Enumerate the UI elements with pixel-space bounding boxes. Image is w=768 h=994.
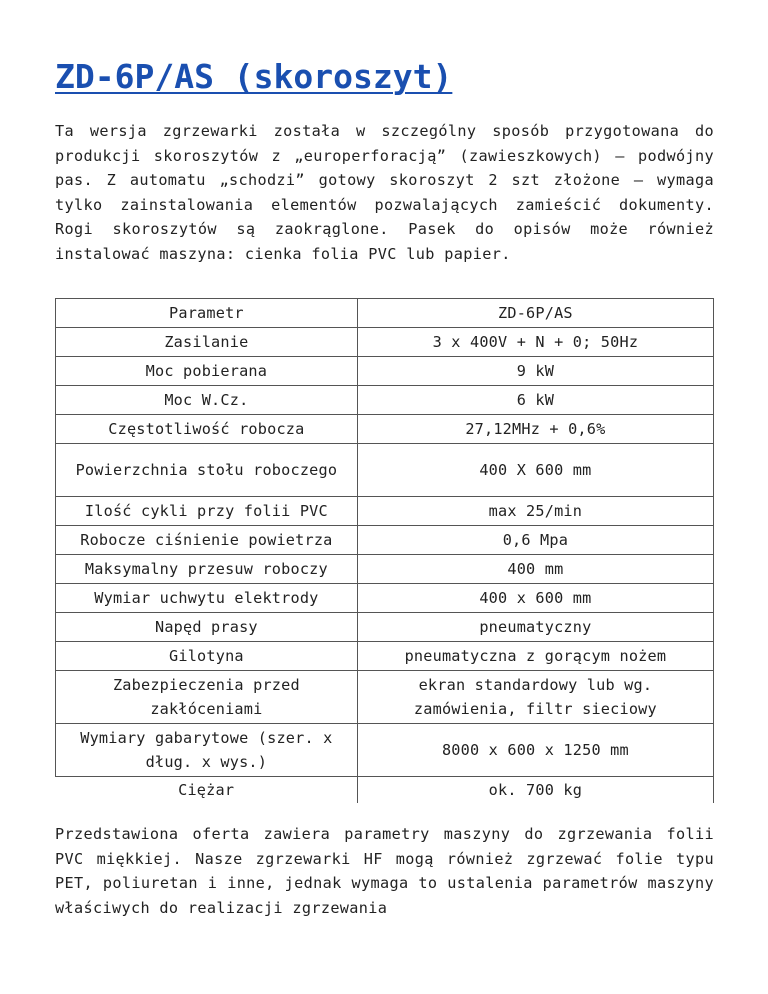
value-cell: 9 kW — [357, 357, 713, 386]
value-cell: 0,6 Mpa — [357, 526, 713, 555]
table-row — [56, 613, 714, 642]
table-header-row — [56, 299, 714, 328]
param-cell: Moc W.Cz. — [56, 386, 358, 415]
param-cell: Robocze ciśnienie powietrza — [56, 526, 358, 555]
value-cell: ekran standardowy lub wg. zamówienia, filtr sieciowy — [357, 671, 713, 724]
param-cell: Powierzchnia stołu roboczego — [56, 444, 358, 497]
intro-paragraph: Ta wersja zgrzewarki została w szczególny sposób przygotowana do produkcji skoroszytów z „europerforacją” (zawieszkowych) – podwójny pas. Z automatu „schodzi” gotowy skoroszyt 2 szt złożone – wymaga tylko zainstalowania elementów pozwalających zamieścić dokumenty. Rogi skoroszytów są zaokrąglone. Pasek do opisów może również instalować maszyna: cienka folia PVC lub papier. — [55, 122, 714, 263]
param-cell: Zabezpieczenia przed zakłóceniami — [56, 671, 358, 724]
param-cell: Gilotyna — [56, 642, 358, 671]
value-cell: pneumatyczny — [357, 613, 713, 642]
param-cell: Częstotliwość robocza — [56, 415, 358, 444]
value-cell: 400 mm — [357, 555, 713, 584]
header-value-cell: ZD-6P/AS — [357, 299, 713, 328]
value-cell: 400 x 600 mm — [357, 584, 713, 613]
table-row — [56, 415, 714, 444]
value-cell: 400 X 600 mm — [357, 444, 713, 497]
value-cell: ok. 700 kg — [357, 777, 713, 804]
page-title — [55, 57, 714, 97]
table-row — [56, 642, 714, 671]
parameters-table — [55, 298, 714, 803]
param-cell: Maksymalny przesuw roboczy — [56, 555, 358, 584]
table-row — [56, 386, 714, 415]
param-cell: Napęd prasy — [56, 613, 358, 642]
outro-paragraph: Przedstawiona oferta zawiera parametry maszyny do zgrzewania folii PVC miękkiej. Nasze zgrzewarki HF mogą również zgrzewać folie typu PET, poliuretan i inne, jednak wymaga to ustalenia parametrów maszyny właściwych do realizacji zgrzewania — [55, 825, 714, 917]
table-row — [56, 584, 714, 613]
value-cell: 27,12MHz + 0,6% — [357, 415, 713, 444]
param-cell: Zasilanie — [56, 328, 358, 357]
table-row — [56, 555, 714, 584]
title-link[interactable]: ZD-6P/AS (skoroszyt) — [55, 57, 453, 96]
table-row — [56, 444, 714, 497]
param-cell: Wymiary gabarytowe (szer. x dług. x wys.) — [56, 724, 358, 777]
param-cell: Moc pobierana — [56, 357, 358, 386]
param-cell: Ciężar — [56, 777, 358, 804]
value-cell: pneumatyczna z gorącym nożem — [357, 642, 713, 671]
table-row — [56, 497, 714, 526]
table-row — [56, 724, 714, 777]
value-cell: 6 kW — [357, 386, 713, 415]
table-row — [56, 328, 714, 357]
header-param-cell: Parametr — [56, 299, 358, 328]
table-row — [56, 671, 714, 724]
table-row — [56, 777, 714, 804]
table-row — [56, 526, 714, 555]
param-cell: Ilość cykli przy folii PVC — [56, 497, 358, 526]
table-row — [56, 357, 714, 386]
document-page — [55, 0, 714, 917]
param-cell: Wymiar uchwytu elektrody — [56, 584, 358, 613]
value-cell: max 25/min — [357, 497, 713, 526]
value-cell: 3 x 400V + N + 0; 50Hz — [357, 328, 713, 357]
value-cell: 8000 x 600 x 1250 mm — [357, 724, 713, 777]
